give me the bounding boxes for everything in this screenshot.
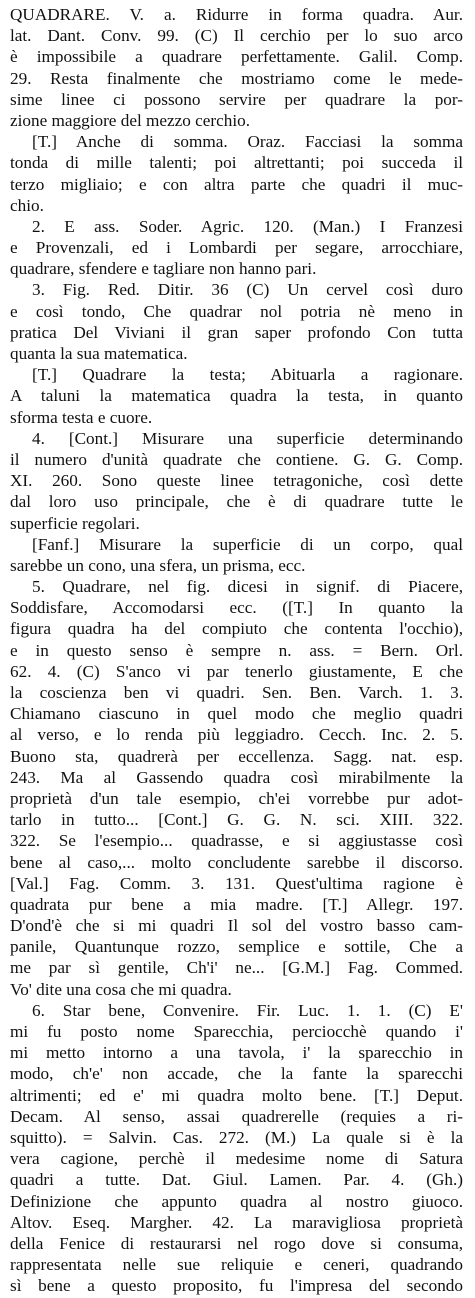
text-line: Soddisfare, Accomodarsi ecc. ([T.] In quanto la [10, 598, 463, 618]
text-line: lat. Dant. Conv. 99. (C) Il cerchio per lo suo arco [10, 26, 463, 46]
text-line: modo, ch'e' non accade, che la fante la sparecchi [10, 1064, 463, 1084]
text-line: [T.] Anche di somma. Oraz. Facciasi la somma [32, 132, 463, 152]
text-line: pratica Del Viviani il gran saper profondo Con tutta [10, 322, 463, 342]
text-line: 6. Star bene, Convenire. Fir. Luc. 1. 1. (C) E' [32, 1000, 463, 1020]
text-line: quadrata pur bene a mia madre. [T.] Allegr. 197. [10, 894, 463, 914]
text-line: 4. [Cont.] Misurare una superficie determinando [32, 428, 463, 448]
text-line: tarlo in tutto... [Cont.] G. G. N. sci. XIII. 322. [10, 810, 463, 830]
text-line: figura quadra ha del compiuto che contenta l'occhio), [10, 619, 463, 639]
text-line: Vo' dite una cosa che mi quadra. [10, 979, 232, 999]
text-line: il numero d'unità quadrate che contiene. G. G. Comp. [10, 449, 463, 469]
text-line: mi metto intorno a una tavola, i' la sparecchio in [10, 1043, 463, 1063]
text-line: mi fu posto nome Sparecchia, perciocchè quando i' [10, 1022, 463, 1041]
text-line: proprietà d'un tale esempio, ch'ei vorrebbe pur adot- [10, 788, 463, 808]
text-line: 29. Resta finalmente che mostriamo come le mede- [10, 68, 463, 88]
text-line: [Val.] Fag. Comm. 3. 131. Quest'ultima ragione è [10, 873, 463, 893]
text-line: la coscienza ben vi quadri. Sen. Ben. Varch. 1. 3. [10, 683, 463, 702]
text-line: 243. Ma al Gassendo quadra così mirabilmente la [10, 767, 463, 787]
text-line: rappresentata nelle sue reliquie e ceneri, quadrando [10, 1255, 463, 1275]
text-line: 2. E ass. Soder. Agric. 120. (Man.) I Franzesi [32, 216, 463, 236]
text-line: Altov. Eseq. Margher. 42. La maravigliosa proprietà [10, 1212, 463, 1232]
text-line: sarebbe un cono, una sfera, un prisma, ecc. [10, 555, 306, 575]
text-line: 62. 4. (C) S'anco vi par tenerlo giustamente, E che [10, 661, 463, 681]
text-line: è impossibile a quadrare perfettamente. Galil. Comp. [10, 47, 463, 67]
text-line: quadri a tutte. Dat. Giul. Lamen. Par. 4. (Gh.) [10, 1170, 463, 1190]
text-line: e Provenzali, ed i Lombardi per segare, arrocchiare, [10, 238, 463, 258]
text-line: Decam. Al senso, assai quadrerelle (requies a ri- [10, 1106, 463, 1126]
text-line: della Fenice di restaurarsi nel rogo dove si consuma, [10, 1233, 463, 1253]
text-line: XI. 260. Sono queste linee tetragoniche, così dette [10, 471, 463, 491]
text-line: sime linee ci possono servire per quadrare la por- [10, 89, 463, 109]
text-line: sì bene a questo proposito, fu l'impresa del secondo [10, 1276, 463, 1296]
text-line: panile, Quantunque rozzo, semplice e sottile, Che a [10, 937, 463, 957]
text-line: [Fanf.] Misurare la superficie di un corpo, qual [32, 534, 463, 554]
text-line: vera cagione, perchè il medesime nome di Satura [10, 1149, 463, 1169]
text-line: chio. [10, 195, 44, 215]
text-line: altrimenti; ed e' mi quadra molto bene. [T.] Deput. [10, 1085, 463, 1105]
text-line: QUADRARE. V. a. Ridurre in forma quadra. Aur. [10, 5, 463, 24]
text-line: A taluni la matematica quadra la testa, in quanto [10, 386, 463, 406]
text-line: D'ond'è che si mi quadri Il sol del vostro basso cam- [10, 916, 463, 936]
text-line: al verso, e lo renda più leggiadro. Cecch. Inc. 2. 5. [10, 725, 463, 745]
text-line: e in questo senso è sempre n. ass. = Bern. Orl. [10, 640, 463, 660]
text-line: zione maggiore del mezzo cerchio. [10, 110, 251, 130]
text-line: dal loro uso principale, che è di quadrare tutte le [10, 492, 463, 512]
text-line: Buono sta, quadrerà per eccellenza. Sagg. nat. esp. [10, 746, 463, 766]
text-line: terzo migliaio; e con altra parte che quadri il muc- [10, 174, 463, 194]
text-line: bene al caso,... molto concludente sarebbe il discorso. [10, 852, 463, 872]
text-line: 3. Fig. Red. Ditir. 36 (C) Un cervel così duro [32, 280, 463, 300]
text-line: squitto). = Salvin. Cas. 272. (M.) La quale si è la [10, 1127, 463, 1147]
text-line: quanta la sua matematica. [10, 344, 188, 363]
text-line: Chiamano ciascuno in quel modo che meglio quadri [10, 704, 463, 724]
text-line: sforma testa e cuore. [10, 407, 153, 427]
text-line: 5. Quadrare, nel fig. dicesi in signif. di Piacere, [32, 577, 463, 597]
text-line: me par sì gentile, Ch'i' ne... [G.M.] Fag. Commed. [10, 958, 463, 978]
text-line: 322. Se l'esempio... quadrasse, e si aggiustasse così [10, 831, 463, 851]
text-line: e così tondo, Che quadrar nol potria nè meno in [10, 301, 463, 321]
text-line: superficie regolari. [10, 513, 140, 533]
text-line: quadrare, sfendere e tagliare non hanno pari. [10, 259, 317, 279]
text-line: tonda di mille talenti; poi altrettanti; poi succeda il [10, 153, 463, 173]
text-line: [T.] Quadrare la testa; Abituarla a ragionare. [32, 365, 463, 385]
text-line: Definizione che appunto quadra al nostro giuoco. [10, 1191, 463, 1211]
